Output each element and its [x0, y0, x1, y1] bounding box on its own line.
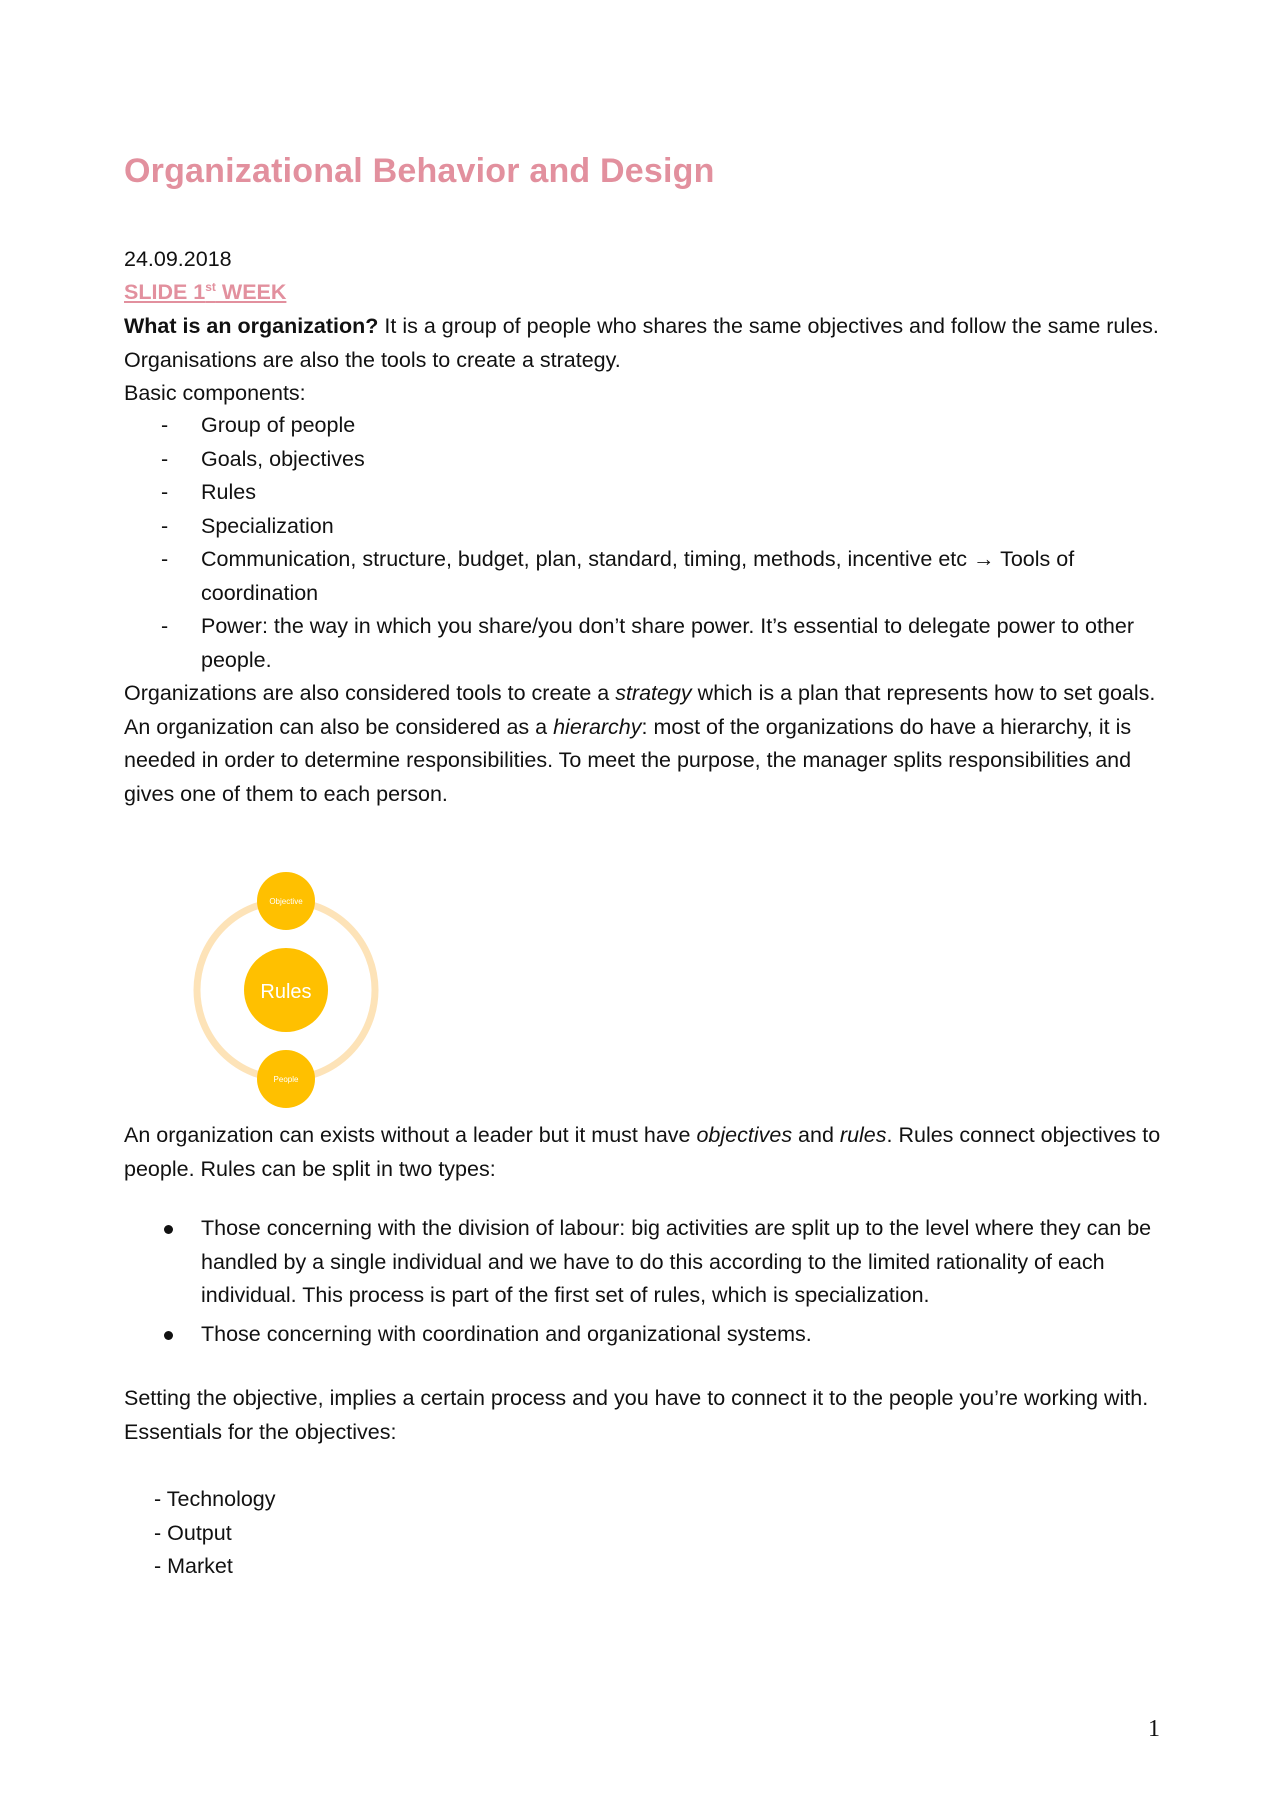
list-item [124, 409, 1174, 443]
intro-answer: It is a group of people who shares the same objectives and follow the same rules. [378, 314, 1159, 338]
intro-line-2: Organisations are also the tools to create a strategy. [124, 347, 621, 372]
paragraph-text: : most of the organizations do have a hierarchy, it is needed in order to determine responsibilities. To meet the purpose, the manager splits responsibilities and gives one of them to each person. [124, 714, 1132, 806]
intro-line-3: Basic components: [124, 381, 306, 405]
rules-cycle-diagram [180, 860, 400, 1120]
dash-marker: - [161, 513, 169, 538]
italic-term-hierarchy: hierarchy [553, 714, 642, 739]
page-number: 1 [1148, 1716, 1160, 1742]
list-item: - Market [154, 1554, 233, 1578]
intro-paragraph [124, 310, 1174, 411]
italic-term-strategy: strategy [615, 681, 692, 705]
list-item-text: Those concerning with coordination and organizational systems. [201, 1321, 812, 1346]
date: 24.09.2018 [124, 247, 232, 271]
bullet-icon [164, 1331, 173, 1340]
paragraph-text: Organizations are also considered tools to create a [124, 681, 616, 705]
dash-marker: - [161, 413, 169, 437]
list-item [124, 1212, 1174, 1313]
dash-marker: - [161, 446, 169, 471]
dash-marker: - [161, 480, 169, 504]
objective-line-2: Essentials for the objectives: [124, 1419, 397, 1444]
list-item [124, 443, 1174, 477]
rule-types-list [124, 1212, 1174, 1356]
list-item-text: Rules [201, 480, 256, 504]
list-item-text: Goals, objectives [201, 446, 365, 471]
essentials-list [154, 1483, 276, 1584]
top-node-label: Objective [269, 897, 303, 906]
italic-term-rules: rules [839, 1123, 887, 1147]
strategy-paragraph [124, 677, 1174, 811]
slide-heading-prefix: SLIDE 1 [124, 280, 206, 304]
list-item [124, 476, 1174, 510]
objective-paragraph [124, 1382, 1174, 1449]
list-item: - Output [154, 1520, 232, 1545]
intro-question: What is an organization? [124, 314, 379, 338]
italic-term-objectives: objectives [696, 1123, 793, 1147]
slide-heading-suffix: WEEK [215, 280, 287, 304]
list-item-text: Communication, structure, budget, plan, standard, timing, methods, incentive etc → Tools of coordination [201, 547, 1075, 605]
intro-line-1 [124, 310, 1174, 344]
list-item [124, 510, 1174, 544]
list-item-text: Group of people [201, 413, 356, 437]
list-item [124, 610, 1174, 677]
bottom-node-label: People [273, 1075, 299, 1084]
components-list [124, 409, 1174, 677]
dash-marker: - [161, 614, 169, 638]
bullet-icon [164, 1225, 173, 1234]
list-item: - Technology [154, 1487, 276, 1511]
paragraph-text: An organization can exists without a leader but it must have [124, 1123, 697, 1147]
paragraph-text: and [792, 1123, 840, 1147]
objective-line-1: Setting the objective, implies a certain process and you have to connect it to the people you’re working with. [124, 1386, 1149, 1410]
slide-heading-sup: st [205, 280, 216, 294]
dash-marker: - [161, 547, 169, 571]
list-item [124, 1318, 1174, 1352]
document-title: Organizational Behavior and Design [124, 152, 715, 190]
paragraph-text: which is a plan that represents how to set goals. An organization can also be considered as a [124, 681, 1156, 739]
list-item-text: Power: the way in which you share/you don’t share power. It’s essential to delegate power to other people. [201, 614, 1135, 672]
list-item [124, 543, 1174, 610]
list-item-text: Those concerning with the division of labour: big activities are split up to the level where they can be handled by a single individual and we have to do this according to the limited rationality of each individual. This process is part of the first set of rules, which is specialization. [201, 1216, 1152, 1307]
paragraph-text: . Rules connect objectives to people. Rules can be split in two types: [124, 1123, 1161, 1181]
list-item-text: Specialization [201, 513, 334, 538]
center-node-label: Rules [260, 981, 312, 1003]
slide-heading [124, 276, 1174, 310]
rules-paragraph [124, 1119, 1174, 1186]
